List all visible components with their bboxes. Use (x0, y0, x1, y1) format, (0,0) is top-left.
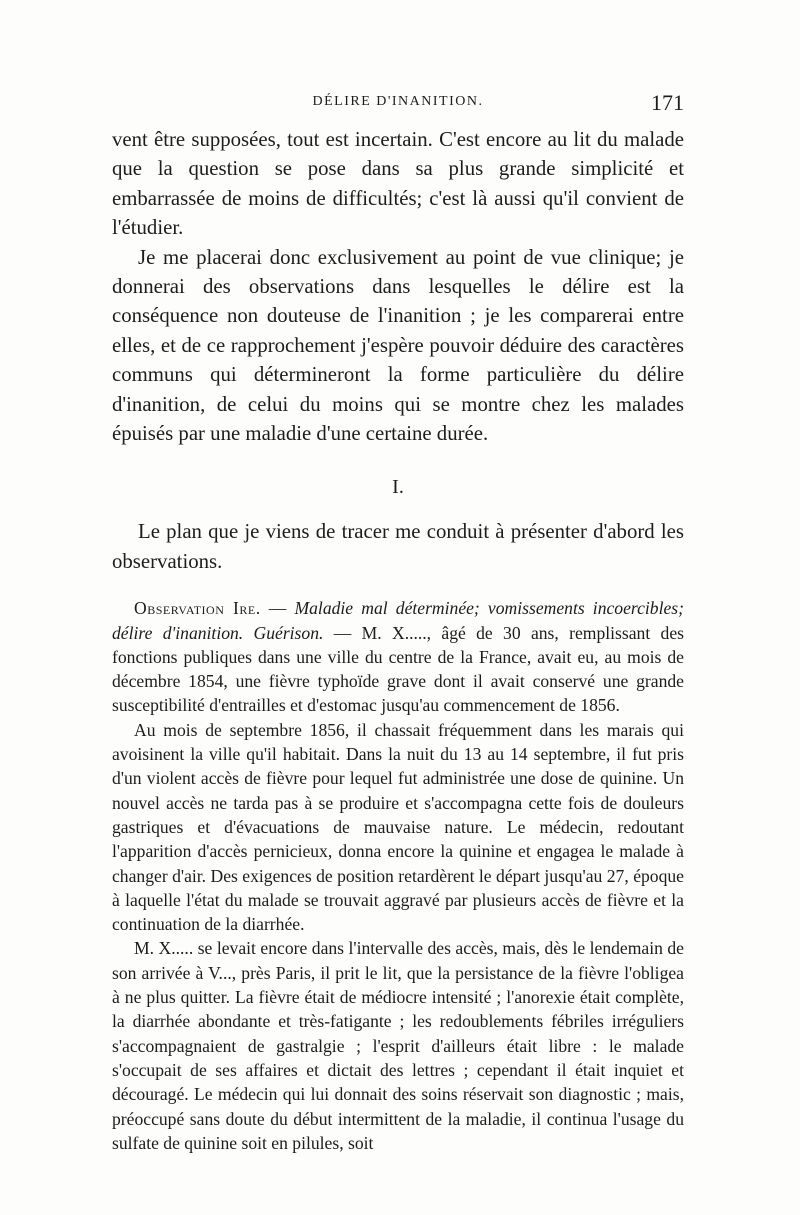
observation-dash: — (260, 598, 295, 619)
observation-paragraph-2: Au mois de septembre 1856, il chassait fréquemment dans les marais qui avoisinent la ville qu'il habitait. Dans la nuit du 13 au 14 septembre, il fut pris d'un violent accès de fièvre pour lequel fut administrée une dose de quinine. Un nouvel accès ne tarda pas à se produire et s'accompagna cette fois de douleurs gastriques et d'évacuations de mauvaise nature. Le médecin, redoutant l'apparition d'accès pernicieux, donna encore la quinine et engagea le malade à changer d'air. Des exigences de position retardèrent le départ jusqu'au 27, époque à laquelle l'état du malade se trouvait aggravé par plusieurs accès de fièvre et la continuation de la diarrhée. (112, 719, 684, 935)
observation-paragraph-1 (112, 596, 684, 717)
running-title: DÉLIRE D'INANITION. (312, 94, 484, 109)
intro-paragraph-2: Je me placerai donc exclusivement au point de vue clinique; je donnerai des observations dans lesquelles le délire est la conséquence non douteuse de l'inanition ; je les comparerai entre elles, et de ce rapprochement j'espère pouvoir déduire des caractères communs qui détermineront la forme particulière du délire d'inanition, de celui du moins qui se montre chez les malades épuisés par une maladie d'une certaine durée. (112, 245, 684, 446)
observation-block (112, 596, 684, 1155)
observation-title: Maladie mal déterminée; vomissements incoercibles; délire d'inanition. Guérison. (112, 598, 685, 643)
observation-label: Observation Ire. (134, 598, 261, 619)
running-head (112, 92, 684, 116)
body-text (112, 125, 684, 1155)
observation-lead: — M. X....., âgé de 30 ans, remplissant des fonctions publiques dans une ville du centre de la France, avait eu, au mois de décembre 1854, une fièvre typhoïde grave dont il avait conservé une grande susceptibilité d'entrailles et d'estomac jusqu'au commencement de 1856. (112, 622, 685, 716)
observation-paragraph-3: M. X..... se levait encore dans l'intervalle des accès, mais, dès le lendemain de son arrivée à V..., près Paris, il prit le lit, que la persistance de la fièvre l'obligea à ne plus quitter. La fièvre était de médiocre intensité ; l'anorexie était complète, la diarrhée abondante et très-fatigante ; les redoublements fébriles irréguliers s'accompagnaient de gastralgie ; l'esprit d'ailleurs était libre : le malade s'occupait de ses affaires et dictait des lettres ; cependant il était inquiet et découragé. Le médecin qui lui donnait des soins réservait son diagnostic ; mais, préoccupé sans doute du début intermittent de la maladie, il continua l'usage du sulfate de quinine soit en pilules, soit (112, 938, 684, 1153)
page-number: 171 (651, 90, 684, 115)
section-intro-paragraph: Le plan que je viens de tracer me conduit à présenter d'abord les observations. (112, 520, 684, 573)
intro-paragraph-1: vent être supposées, tout est incertain. C'est encore au lit du malade que la question se pose dans sa plus grande simplicité et embarrassée de moins de difficultés; c'est là aussi qu'il convient de l'étudier. (112, 128, 684, 240)
section-heading: I. (392, 476, 404, 499)
